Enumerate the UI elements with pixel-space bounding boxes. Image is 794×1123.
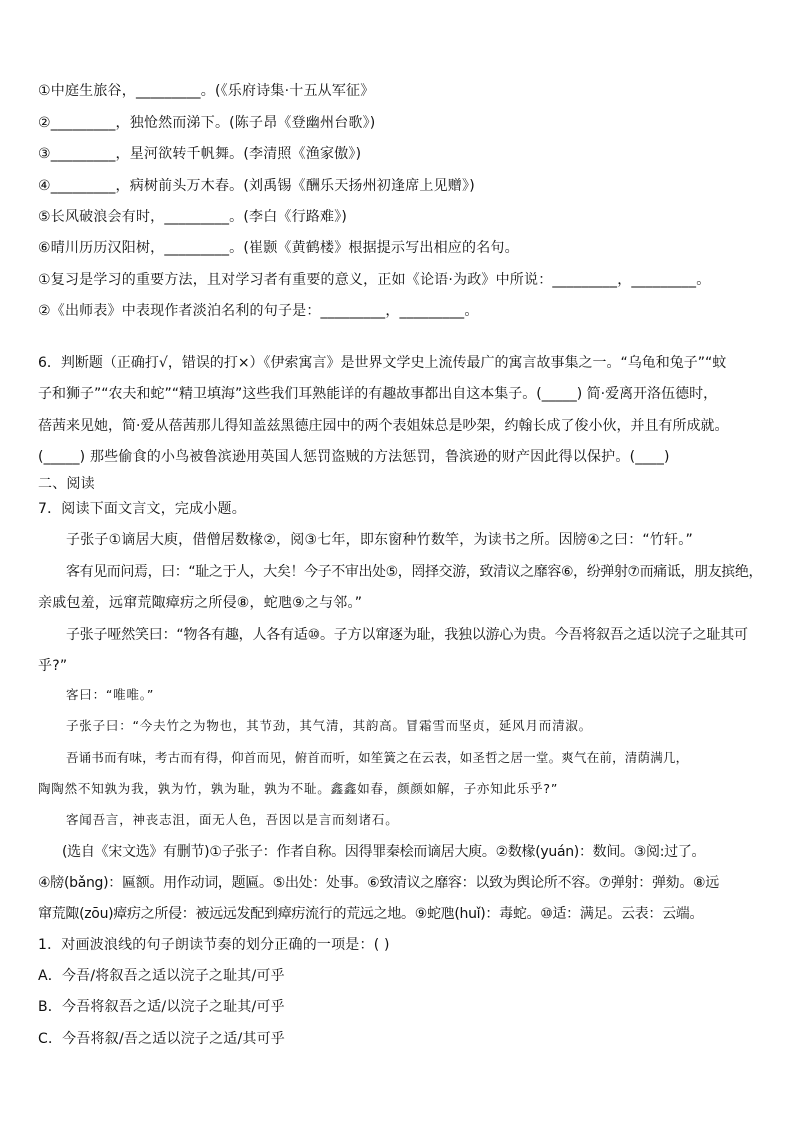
q6-line-4: (_____) 那些偷食的小鸟被鲁滨逊用英国人惩罚盗贼的方法惩罚，鲁滨逊的财产因此得以保护。(____) — [38, 449, 670, 465]
q6-line-3: 蓓茜来见她，简·爱从蓓茜那儿得知盖兹黑德庄园中的两个表姐妹总是吵架，约翰长成了俊小伙，并且有所成就。 — [38, 418, 729, 434]
poem-line-2: ②_________，独怆然而涕下。(陈子昂《登幽州台歌》) — [38, 115, 376, 131]
poem-line-1: ①中庭生旅谷，_________。(《乐府诗集·十五从军征》 — [38, 83, 375, 99]
q7-para-2a: 客有见而问焉，曰：“耻之于人，大矣！今子不审出处⑤，罔择交游，致清议之靡容⑥，纷弹射⑦而痛诋，朋友摈绝， — [66, 564, 763, 580]
q7-note-1: (选自《宋文选》有删节)①子张子：作者自称。因得罪秦桧而谪居大庾。②数椽(yuán)：数间。③阅:过了。 — [62, 844, 706, 860]
q7-para-3b: 乎?” — [38, 658, 68, 674]
poem-line-7: ①复习是学习的重要方法，且对学习者有重要的意义，正如《论语·为政》中所说：_________，_________。 — [38, 272, 711, 288]
q7-para-2b: 亲戚包羞，远窜荒陬瘴疠之所侵⑧，蛇虺⑨之与邻。” — [38, 595, 363, 611]
q7-intro: 7．阅读下面文言文，完成小题。 — [38, 501, 246, 517]
q7-note-3: 窜荒陬(zōu)瘴疠之所侵：被远远发配到瘴疠流行的荒远之地。⑨蛇虺(huǐ)：毒蛇。⑩适：满足。云表：云端。 — [38, 906, 704, 922]
q7-para-6b: 陶陶然不知孰为我，孰为竹，孰为耻，孰为不耻。鑫鑫如春，颜颜如解，子亦知此乐乎?” — [38, 781, 559, 796]
option-b: B．今吾将叙吾之适/以浣子之耻其/可乎 — [38, 999, 285, 1015]
option-c: C．今吾将叙/吾之适以浣子之适/其可乎 — [38, 1031, 286, 1047]
option-a: A．今吾/将叙吾之适以浣子之耻其/可乎 — [38, 968, 285, 984]
q6-line-1: 6．判断题（正确打√，错误的打×）《伊索寓言》是世界文学史上流传最广的寓言故事集之一。“乌龟和兔子”“蚊 — [38, 355, 727, 371]
q7-para-4: 客曰：“唯唯。” — [66, 687, 155, 702]
poem-line-3: ③_________，星河欲转千帆舞。(李清照《渔家傲》) — [38, 146, 362, 162]
q7-note-2: ④牓(bǎng)：匾额。用作动词，题匾。⑤出处：处事。⑥致清议之靡容：以致为舆论所不容。⑦弹射：弹劾。⑧远 — [38, 875, 720, 891]
poem-line-5: ⑤长风破浪会有时，_________。(李白《行路难》) — [38, 209, 348, 225]
q7-para-7: 客闻吾言，神丧志沮，面无人色，吾因以是言而刻诸石。 — [66, 812, 399, 827]
poem-line-6: ⑥晴川历历汉阳树，_________。(崔颢《黄鹤楼》根据提示写出相应的名句。 — [38, 240, 519, 256]
sub-question-1: 1．对画波浪线的句子朗读节奏的划分正确的一项是：( ) — [38, 937, 390, 953]
q6-line-2: 子和狮子”“农夫和蛇”“精卫填海”这些我们耳熟能详的有趣故事都出自这本集子。(_____) 简·爱离开洛伍德时， — [38, 386, 718, 402]
q7-para-3a: 子张子哑然笑曰：“物各有趣，人各有适⑩。子方以窜逐为耻，我独以游心为贵。今吾将叙吾之适以浣子之耻其可 — [66, 627, 748, 643]
q7-para-5: 子张子曰：“今夫竹之为物也，其节劲，其气清，其韵高。冒霜雪而坚贞，延风月而清淑。 — [66, 718, 592, 733]
q7-para-6a: 吾诵书而有味，考古而有得，仰首而见，俯首而听，如笙簧之在云表，如圣哲之居一堂。爽气在前，清荫满几， — [66, 750, 689, 765]
poem-line-4: ④_________，病树前头万木春。(刘禹锡《酬乐天扬州初逢席上见赠》) — [38, 178, 475, 194]
poem-line-8: ②《出师表》中表现作者淡泊名利的句子是：_________，_________。 — [38, 303, 479, 319]
section-title: 二、阅读 — [38, 476, 95, 492]
q7-para-1: 子张子①谪居大庾，借僧居数椽②，阅③七年，即东窗种竹数竿，为读书之所。因牓④之曰：“竹轩。” — [66, 532, 693, 548]
